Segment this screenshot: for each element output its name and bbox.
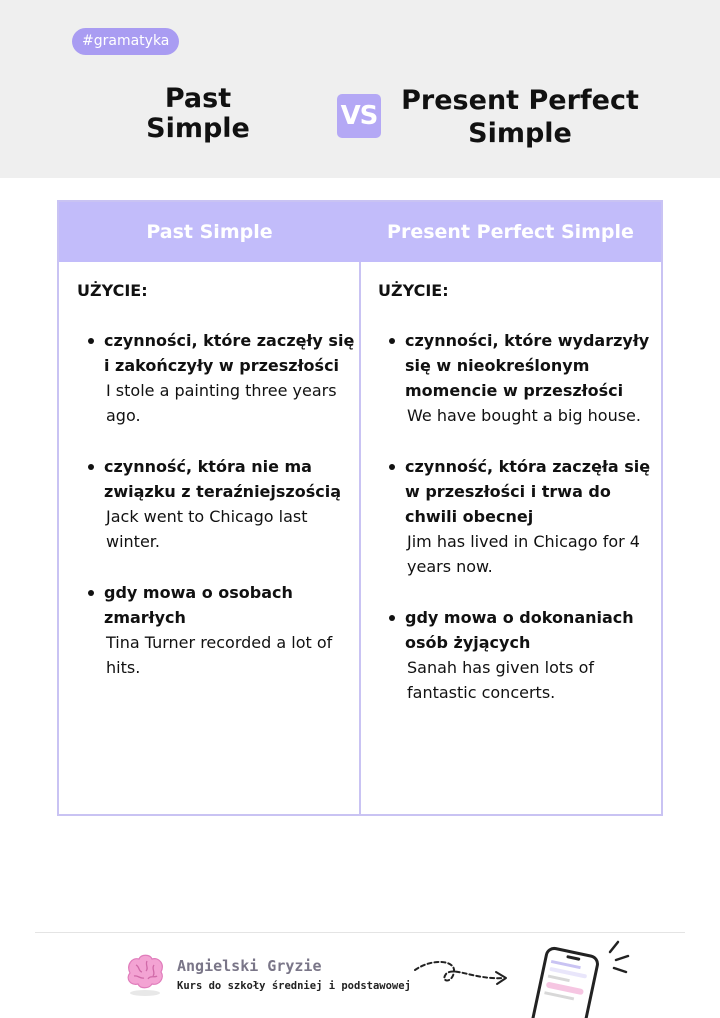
example-sentence: We have bought a big house. [407, 406, 641, 425]
list-item [77, 454, 362, 554]
curved-arrow-icon [412, 956, 512, 996]
bullet-icon [389, 464, 395, 470]
brand-subtitle: Kurs do szkoły średniej i podstawowej [177, 980, 411, 992]
rule-text: czynności, które wydarzyły się w nieokreślonym momencie w przeszłości [405, 331, 650, 400]
rule-text: czynności, które zaczęły się i zakończyły w przeszłości [104, 331, 355, 375]
column-header-present-perfect: Present Perfect Simple [387, 221, 634, 243]
usage-label: UŻYCIE: [77, 281, 148, 300]
example-sentence: I stole a painting three years ago. [106, 381, 337, 425]
title-past-simple: Past Simple [146, 83, 250, 144]
rule-text: gdy mowa o dokonaniach osób żyjących [405, 608, 634, 652]
comparison-table [57, 200, 663, 816]
column-present-perfect [378, 262, 663, 731]
example-sentence: Jack went to Chicago last winter. [106, 507, 308, 551]
bullet-icon [88, 590, 94, 596]
bullet-icon [389, 615, 395, 621]
bullet-icon [88, 338, 94, 344]
brand-name: Angielski Gryzie [177, 957, 322, 975]
footer-divider [35, 932, 685, 933]
list-item [77, 328, 362, 428]
bullet-icon [88, 464, 94, 470]
smartphone-icon [518, 938, 638, 1018]
header [0, 0, 720, 178]
list-item [77, 580, 362, 680]
title-present-perfect: Present Perfect Simple [401, 85, 639, 149]
list-item [378, 328, 663, 428]
usage-label: UŻYCIE: [378, 281, 449, 300]
example-sentence: Jim has lived in Chicago for 4 years now. [407, 532, 640, 576]
brain-logo-icon [122, 951, 168, 997]
rule-text: czynność, która nie ma związku z teraźniejszością [104, 457, 341, 501]
column-past-simple [77, 262, 362, 706]
list-item [378, 454, 663, 579]
vs-badge: VS [337, 94, 381, 138]
table-header [59, 202, 661, 262]
example-sentence: Tina Turner recorded a lot of hits. [106, 633, 333, 677]
rule-text: czynność, która zaczęła się w przeszłości i trwa do chwili obecnej [405, 457, 651, 526]
example-sentence: Sanah has given lots of fantastic concerts. [407, 658, 594, 702]
bullet-icon [389, 338, 395, 344]
rule-text: gdy mowa o osobach zmarłych [104, 583, 293, 627]
list-item [378, 605, 663, 705]
column-header-past-simple: Past Simple [146, 221, 273, 243]
hashtag-badge: #gramatyka [72, 28, 179, 55]
